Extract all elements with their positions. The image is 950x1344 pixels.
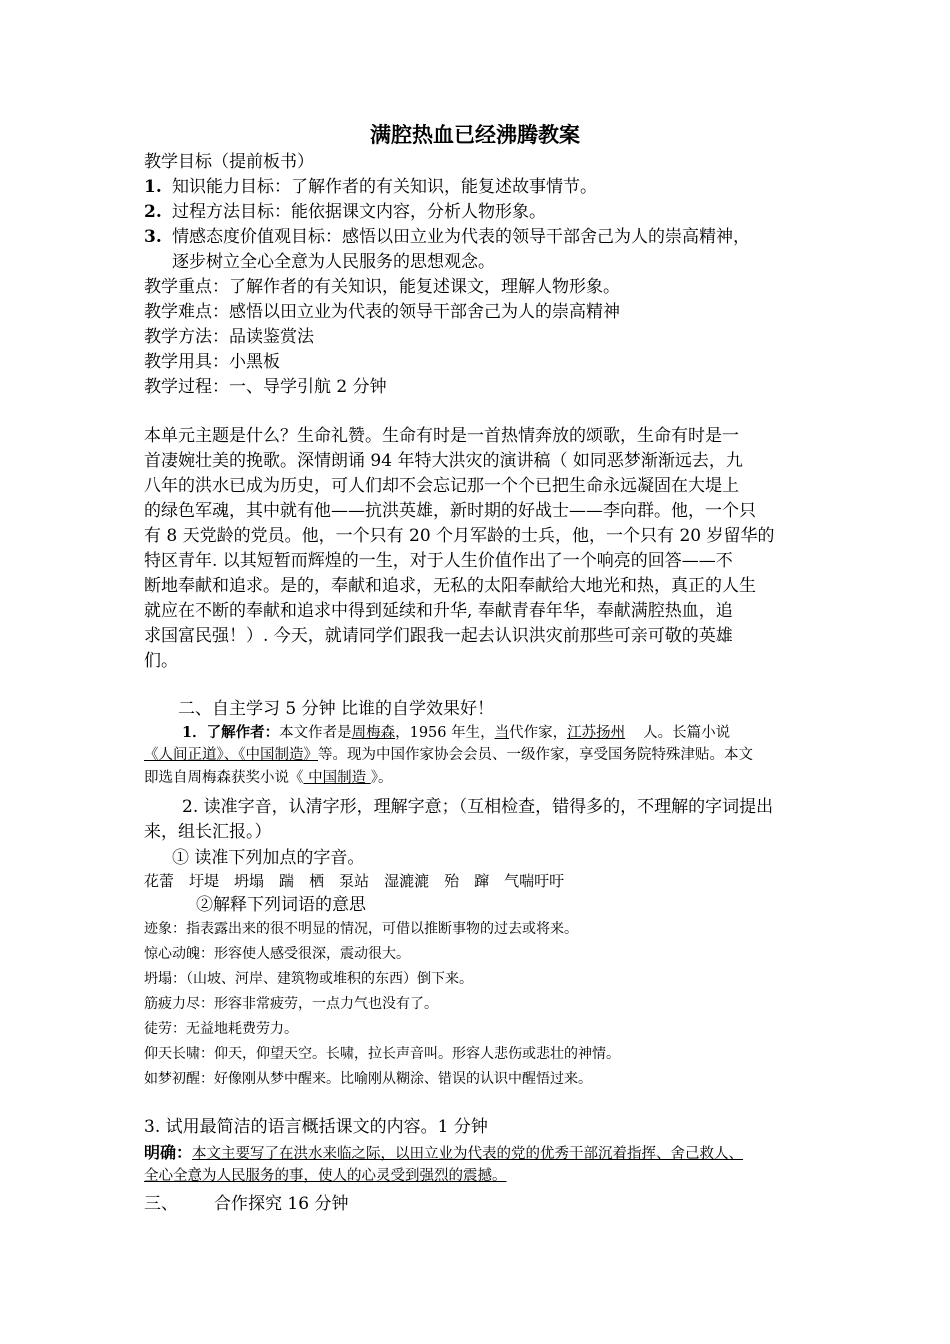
reading-instruction: 2. 读准字音，认清字形，理解字意；（互相检查，错得多的，不理解的字词提出 (182, 797, 774, 817)
word: 殆 (444, 872, 460, 890)
objective-text: 过程方法目标：能依据课文内容，分析人物形象。 (172, 202, 546, 222)
author-works: 《人间正道》、《中国制造》 (144, 747, 318, 763)
author-label: 1．了解作者： (182, 724, 280, 741)
author-line-3 (144, 767, 392, 790)
author-text: 代作家， (509, 725, 568, 741)
objective-item-3-continued: 逐步树立全心全意为人民服务的思想观念。 (172, 252, 495, 272)
intro-line: 特区青年. 以其短暂而辉煌的一生，对于人生价值作出了一个响亮的回答——不 (144, 551, 733, 571)
vocab-item: 徒劳：无益地耗费劳力。 (144, 1021, 298, 1037)
section3-title: 合作探究 16 分钟 (214, 1194, 349, 1214)
author-text: ，1956 年生， (395, 725, 495, 741)
section3-number: 三、 (144, 1194, 178, 1214)
summary-label: 明确： (144, 1143, 193, 1162)
vocabulary-heading: ②解释下列词语的意思 (196, 895, 366, 915)
intro-line: 首凄婉壮美的挽歌。深情朗诵 94 年特大洪灾的演讲稿（ 如同恶梦渐渐远去，九 (144, 451, 743, 471)
page-title: 满腔热血已经沸腾教案 (370, 122, 580, 147)
author-text: 本文作者是 (279, 725, 352, 741)
author-name: 周梅森 (351, 725, 396, 741)
vocab-item: 坍塌：（山坡、河岸、建筑物或堆积的东西）倒下来。 (144, 971, 473, 987)
author-era: 当 (494, 725, 510, 741)
objective-number: 2. (144, 202, 162, 222)
key-point: 教学重点：了解作者的有关知识，能复述课文，理解人物形象。 (144, 277, 620, 297)
source-book: 中国制造 (303, 770, 371, 786)
pronunciation-heading: ① 读准下列加点的字音。 (172, 848, 365, 868)
summary-answer-line-1 (144, 1141, 743, 1166)
word: 泵站 (339, 872, 370, 890)
word: 踹 (279, 872, 295, 890)
vocab-item: 如梦初醒：好像刚从梦中醒来。比喻刚从糊涂、错误的认识中醒悟过来。 (144, 1071, 592, 1087)
vocab-item: 迹象：指表露出来的很不明显的情况，可借以推断事物的过去或将来。 (144, 921, 578, 937)
vocab-item: 筋疲力尽：形容非常疲劳，一点力气也没有了。 (144, 996, 438, 1012)
word: 圩堤 (189, 872, 220, 890)
section3-heading (144, 1192, 348, 1216)
word: 湿漉漉 (384, 872, 430, 890)
intro-line: 有 8 天党龄的党员。他，一个只有 20 个月军龄的士兵，他，一个只有 20 岁留华的 (144, 526, 775, 546)
summary-text: 全心全意为人民服务的事，使人的心灵受到强烈的震撼。 (144, 1168, 507, 1184)
author-text: 人。长篇小说 (643, 725, 731, 741)
objective-item-1 (144, 175, 597, 199)
intro-line: 八年的洪水已成为历史，可人们却不会忘记那一个个已把生命永远凝固在大堤上 (144, 476, 739, 496)
intro-line: 断地奉献和追求。是的，奉献和追求，无私的太阳奉献给大地光和热，真正的人生 (144, 576, 756, 596)
summary-question: 3. 试用最简洁的语言概括课文的内容。1 分钟 (144, 1117, 488, 1137)
intro-line: 本单元主题是什么？生命礼赞。生命有时是一首热情奔放的颂歌，生命有时是一 (144, 426, 739, 446)
summary-text: 本文主要写了在洪水来临之际，以田立业为代表的党的优秀干部沉着指挥、舍己救人、 (192, 1146, 744, 1162)
vocab-item: 惊心动魄：形容使人感受很深，震动很大。 (144, 946, 410, 962)
word: 蹿 (474, 872, 490, 890)
teaching-method: 教学方法：品读鉴赏法 (144, 327, 314, 347)
teaching-process: 教学过程：一、导学引航 2 分钟 (144, 377, 387, 397)
reading-instruction-cont: 来，组长汇报。） (144, 822, 272, 842)
intro-line: 的绿色军魂，其中就有他——抗洪英雄，新时期的好战士——李向群。他，一个只 (144, 501, 756, 521)
objective-item-2 (144, 200, 546, 224)
objective-text: 知识能力目标：了解作者的有关知识，能复述故事情节。 (172, 177, 597, 197)
author-text: 等。现为中国作家协会会员、一级作家，享受国务院特殊津贴。本文 (318, 747, 753, 763)
intro-line: 就应在不断的奉献和追求中得到延续和升华, 奉献青春年华，奉献满腔热血，追 (144, 601, 733, 621)
objective-number: 1. (144, 177, 162, 197)
author-line-1 (182, 721, 730, 745)
objectives-heading: 教学目标（提前板书） (144, 152, 314, 172)
section2-heading: 二、自主学习 5 分钟 比谁的自学效果好！ (178, 699, 495, 719)
difficulty: 教学难点：感悟以田立业为代表的领导干部舍己为人的崇高精神 (144, 302, 620, 322)
author-text: 即选自周梅森获奖小说《 (144, 770, 304, 786)
word: 花蕾 (144, 872, 175, 890)
intro-line: 求国富民强！）. 今天，就请同学们跟我一起去认识洪灾前那些可亲可敬的英雄 (144, 626, 733, 646)
author-hometown: 江苏扬州 (567, 725, 626, 741)
word: 栖 (309, 872, 325, 890)
objective-item-3 (144, 225, 750, 249)
word: 气喘吁吁 (504, 872, 565, 890)
objective-text: 情感态度价值观目标：感悟以田立业为代表的领导干部舍己为人的崇高精神， (172, 227, 750, 247)
word: 坍塌 (234, 872, 265, 890)
author-line-2 (144, 744, 753, 767)
teaching-tools: 教学用具：小黑板 (144, 352, 280, 372)
pronunciation-words (144, 869, 579, 893)
vocab-item: 仰天长啸：仰天，仰望天空。长啸，拉长声音叫。形容人悲伤或悲壮的神情。 (144, 1046, 620, 1062)
objective-number: 3. (144, 227, 162, 247)
intro-line: 们。 (144, 651, 178, 671)
summary-answer-line-2 (144, 1165, 507, 1188)
author-text: 》。 (370, 770, 393, 786)
